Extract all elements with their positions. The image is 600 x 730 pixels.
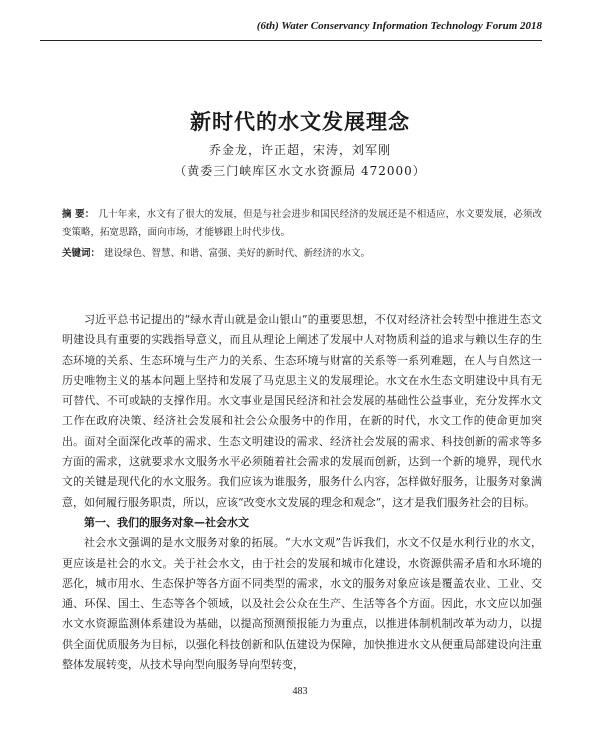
abstract-text: 几十年来，水文有了很大的发展，但是与社会进步和国民经济的发展还是不相适应，水文要发展，必须改变策略，拓宽思路，面向市场，才能够跟上时代步伐。 xyxy=(62,209,542,238)
paper-title: 新时代的水文发展理念 xyxy=(190,109,410,134)
section-heading: 第一、我们的服务对象—社会水文 xyxy=(84,515,249,529)
abstract-label: 摘 要： xyxy=(62,209,95,220)
keywords-text: 建设绿色、智慧、和谐、富强、美好的新时代、新经济的水文。 xyxy=(104,248,371,259)
keywords xyxy=(62,245,542,263)
author-list: 乔金龙，许正超，宋涛，刘军刚 xyxy=(208,143,391,157)
header-divider xyxy=(40,40,542,41)
running-header: (6th) Water Conservancy Information Technology Forum 2018 xyxy=(256,20,542,32)
keywords-label: 关键词： xyxy=(62,248,101,259)
paragraph: 习近平总书记提出的“绿水青山就是金山银山”的重要思想，不仅对经济社会转型中推进生态文明建设具有重要的实践指导意义，而且从理论上阐述了发展中人对物质利益的追求与赖以生存的生态环境的关系、生态环境与生产力的关系、生态环境与财富的关系等一系列难题，在人与自然这一历史唯物主义的基本问题上坚持和发展了马克思主义的发展理论。水文在水生态文明建设中具有无可替代、不可或缺的支撑作用。水文事业是国民经济和社会发展的基础性公益事业，充分发挥水文工作在政府决策、经济社会发展和社会公众服务中的作用，在新的时代，水文工作的使命更加突出。面对全面深化改革的需求、生态文明建设的需求、经济社会发展的需求、科技创新的需求等多方面的需求，这就要求水文服务水平必须随着社会需求的发展而创新，达到一个新的境界，现代水文的关键是现代化的水文服务。我们应该为谁服务，服务什么内容，怎样做好服务，让服务对象满意，如何履行服务职责，所以，应该“改变水文发展的理念和观念”，这才是我们服务社会的目标。 xyxy=(62,313,542,509)
paragraph: 社会水文强调的是水文服务对象的拓展。“大水文观”告诉我们，水文不仅是水利行业的水文，更应该是社会的水文。关于社会水文，由于社会的发展和城市化建设，水资源供需矛盾和水环境的恶化，城市用水、生态保护等各方面不同类型的需求，水文的服务对象应该是覆盖农业、工业、交通、环保、国土、生态等各个领域，以及社会公众在生产、生活等各个方面。因此，水文应以加强水文水资源监测体系建设为基础，以提高预测预报能力为重点，以推进体制机制改革为动力，以提供全面优质服务为目标，以强化科技创新和队伍建设为保障，加快推进水文从便重局部建设向注重整体发展转变，从技术导向型向服务导向型转变， xyxy=(62,536,542,672)
author-affiliation: （黄委三门峡库区水文水资源局 472000） xyxy=(174,164,426,178)
body-text xyxy=(62,310,542,675)
abstract xyxy=(62,206,542,242)
page-number: 483 xyxy=(292,686,308,697)
